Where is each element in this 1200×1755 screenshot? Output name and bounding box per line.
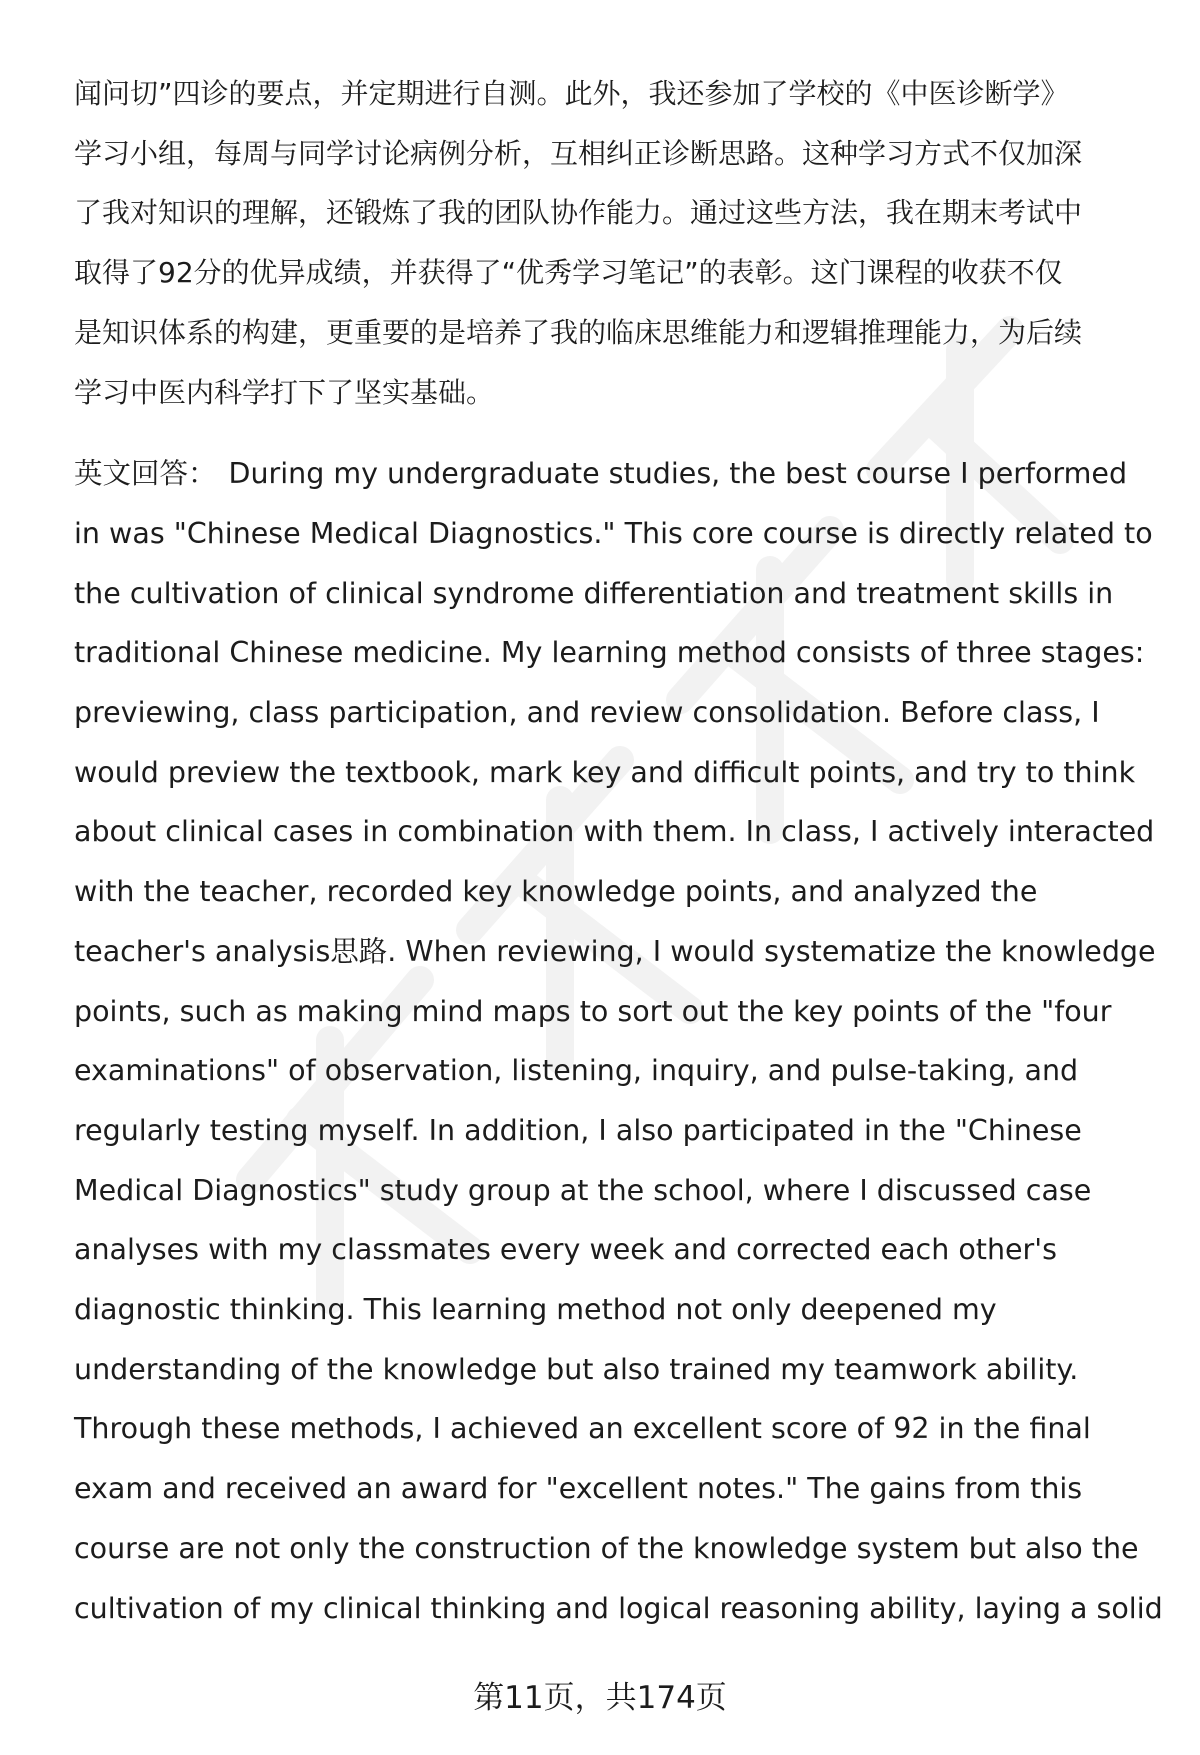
text-line: diagnostic thinking. This learning method not only deepened my <box>74 1293 997 1327</box>
english-answer-label: 英文回答： <box>74 457 217 491</box>
english-answer-first-line: During my undergraduate studies, the best course I performed <box>228 457 1128 491</box>
text-line: in was "Chinese Medical Diagnostics." This core course is directly related to <box>74 516 1153 550</box>
text-line: 学习小组，每周与同学讨论病例分析，互相纠正诊断思路。这种学习方式不仅加深 <box>74 136 1083 170</box>
text-line: examinations" of observation, listening, inquiry, and pulse-taking, and <box>74 1054 1079 1088</box>
page-number-footer: 第11页，共174页 <box>473 1680 727 1716</box>
english-answer-paragraph <box>74 444 1163 1638</box>
text-line: exam and received an award for "excellent notes." The gains from this <box>74 1472 1083 1506</box>
text-line: course are not only the construction of the knowledge system but also the <box>74 1531 1139 1565</box>
text-line: 学习中医内科学打下了坚实基础。 <box>74 375 495 409</box>
text-line: regularly testing myself. In addition, I also participated in the "Chinese <box>74 1113 1082 1147</box>
text-line: understanding of the knowledge but also trained my teamwork ability. <box>74 1352 1079 1386</box>
text-line: analyses with my classmates every week and corrected each other's <box>74 1233 1057 1267</box>
text-line: Through these methods, I achieved an excellent score of 92 in the final <box>74 1412 1091 1446</box>
text-line: teacher's analysis思路. When reviewing, I would systematize the knowledge <box>74 934 1156 968</box>
text-line <box>74 444 1154 504</box>
text-line: would preview the textbook, mark key and difficult points, and try to think <box>74 755 1136 789</box>
text-line: traditional Chinese medicine. My learning method consists of three stages: <box>74 636 1145 670</box>
text-line: 了我对知识的理解，还锻炼了我的团队协作能力。通过这些方法，我在期末考试中 <box>74 196 1083 230</box>
text-line: 是知识体系的构建，更重要的是培养了我的临床思维能力和逻辑推理能力，为后续 <box>74 315 1083 349</box>
document-body <box>74 64 1163 1638</box>
text-line: 闻问切”四诊的要点，并定期进行自测。此外，我还参加了学校的《中医诊断学》 <box>74 77 1069 110</box>
text-line: about clinical cases in combination with them. In class, I actively interacted <box>74 815 1155 849</box>
text-line: previewing, class participation, and review consolidation. Before class, I <box>74 696 1100 730</box>
text-line: points, such as making mind maps to sort out the key points of the "four <box>74 994 1112 1028</box>
chinese-answer-paragraph <box>74 64 1154 422</box>
text-line: 取得了92分的优异成绩，并获得了“优秀学习笔记”的表彰。这门课程的收获不仅 <box>74 256 1063 290</box>
text-line: with the teacher, recorded key knowledge points, and analyzed the <box>74 875 1038 909</box>
text-line: cultivation of my clinical thinking and logical reasoning ability, laying a solid <box>74 1591 1163 1625</box>
text-line: Medical Diagnostics" study group at the school, where I discussed case <box>74 1173 1092 1207</box>
text-line: the cultivation of clinical syndrome differentiation and treatment skills in <box>74 576 1114 610</box>
